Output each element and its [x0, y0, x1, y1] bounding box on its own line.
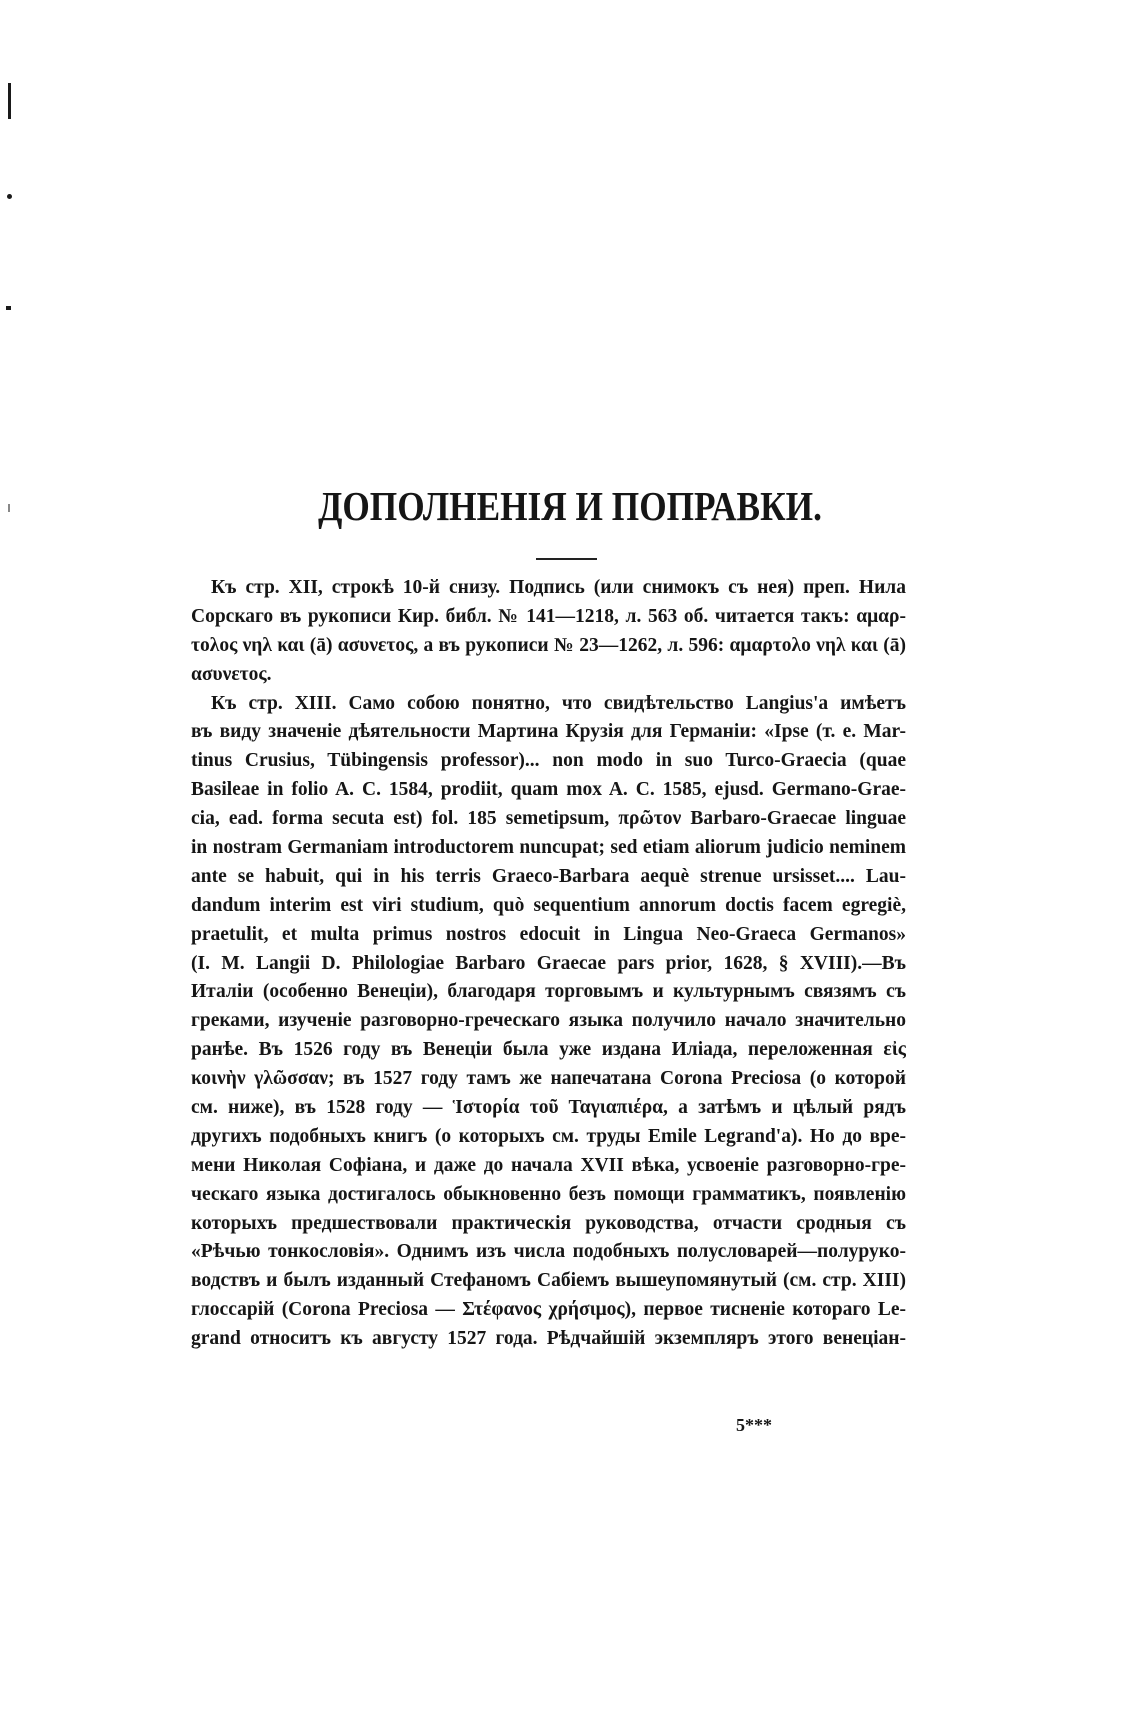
text-line: Basileae in folio A. C. 1584, prodiit, quam mox A. C. 1585, ejusd. Germano-Grae- — [191, 779, 906, 801]
text-line: grand относитъ къ августу 1527 года. Рѣдчайшій экземпляръ этого венеціан- — [191, 1328, 906, 1350]
text-line: въ виду значеніе дѣятельности Мартина Крузія для Германіи: «Ipse (т. е. Mar- — [191, 721, 906, 743]
text-line: греками, изученіе разговорно-греческаго языка получило начало значительно — [191, 1010, 906, 1032]
text-line: водствъ и былъ изданный Стефаномъ Сабіемъ вышеупомянутый (см. стр. XIII) — [191, 1270, 906, 1292]
text-line: мени Николая Софіана, и даже до начала XVII вѣка, усвоеніе разговорно-гре- — [191, 1154, 906, 1176]
scan-margin-tick — [8, 504, 10, 512]
page-title: ДОПОЛНЕНІЯ И ПОПРАВКИ. — [318, 483, 822, 529]
text-line: in nostram Germaniam introductorem nuncupat; sed etiam aliorum judicio neminem — [191, 837, 906, 859]
text-line: cia, ead. forma secuta est) fol. 185 semetipsum, πρῶτον Barbaro-Graecae linguae — [191, 808, 906, 830]
text-line: (I. M. Langii D. Philologiae Barbaro Graecae pars prior, 1628, § XVIII).—Въ — [191, 952, 906, 974]
text-line: ante se habuit, qui in his terris Graeco-Barbara aequè strenue ursisset.... Lau- — [191, 865, 906, 887]
text-line: Къ стр. XII, строкѣ 10-й снизу. Подпись (или снимокъ съ нея) преп. Нила — [211, 577, 906, 598]
text-line: ранѣе. Въ 1526 году въ Венеціи была уже издана Иліада, переложенная εἰς — [191, 1039, 906, 1061]
text-line: глоссарій (Corona Preciosa — Στέφανος χρήσιμος), первое тисненіе котораго Le- — [191, 1299, 906, 1321]
text-line: Италіи (особенно Венеціи), благодаря торговымъ и культурнымъ связямъ съ — [191, 981, 906, 1003]
body-text — [191, 574, 906, 1354]
text-line: другихъ подобныхъ книгъ (о которыхъ см. труды Emile Legrand'а). Но до вре- — [191, 1125, 906, 1147]
scan-margin-dot — [7, 194, 12, 199]
text-line: κοινὴν γλῶσσαν; въ 1527 году тамъ же напечатана Corona Preciosa (о которой — [191, 1068, 906, 1090]
text-line: см. ниже), въ 1528 году — Ἱστορία τοῦ Ταγιαπιέρα, а затѣмъ и цѣлый рядъ — [191, 1097, 906, 1119]
scan-margin-dot — [6, 306, 11, 310]
text-line: praetulit, et multa primus nostros edocuit in Lingua Neo-Graeca Germanos» — [191, 923, 906, 945]
text-line: dandum interim est viri studium, quò sequentium annorum doctis facem egregiè, — [191, 894, 906, 916]
text-line: τολος νηλ και (ā) ασυνετος, а въ рукописи № 23—1262, л. 596: αμαρτολο νηλ και (ā) — [191, 634, 906, 656]
text-line: ασυνετος. — [191, 663, 272, 685]
text-line: ческаго языка достигалось обыкновенно безъ помощи грамматикъ, появленію — [191, 1183, 906, 1205]
text-line: Къ стр. XIII. Само собою понятно, что свидѣтельство Langius'а имѣетъ — [211, 692, 906, 714]
title-rule — [536, 558, 597, 560]
signature-mark: 5*** — [736, 1415, 772, 1435]
scan-margin-mark — [8, 83, 11, 119]
text-line: «Рѣчью тонкословія». Однимъ изъ числа подобныхъ полусловарей—полуруко- — [191, 1241, 906, 1263]
text-line: Сорскаго въ рукописи Кир. библ. № 141—1218, л. 563 об. читается такъ: αμαρ- — [191, 605, 906, 627]
text-line: которыхъ предшествовали практическія руководства, отчасти сродныя съ — [191, 1212, 906, 1234]
text-line: tinus Crusius, Tübingensis professor)... non modo in suo Turco-Graecia (quae — [191, 750, 906, 772]
